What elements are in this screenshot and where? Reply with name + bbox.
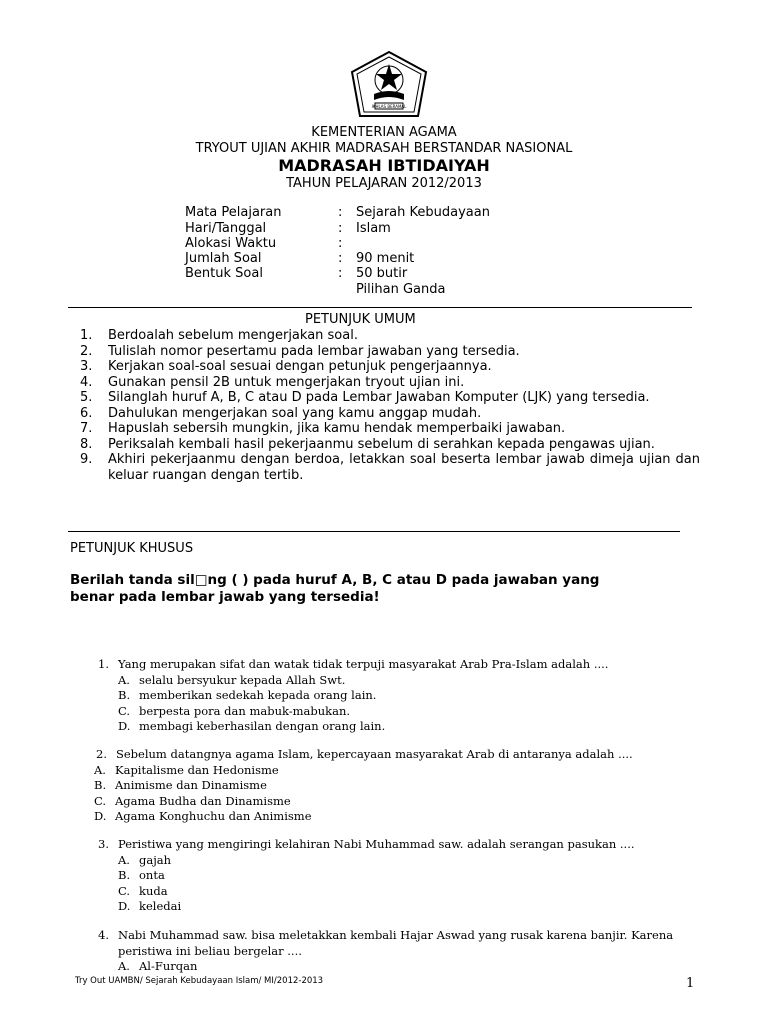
info-label: Jumlah Soal [185, 251, 262, 266]
kemenag-logo [348, 50, 430, 120]
list-item: 7. Hapuslah sebersih mungkin, jika kamu hendak memperbaiki jawaban. [80, 421, 566, 436]
info-sep: : [338, 236, 343, 251]
list-item: 8. Periksalah kembali hasil pekerjaanmu sebelum di serahkan kepada pengawas ujian. [80, 436, 655, 452]
question-text: Nabi Muhammad saw. bisa meletakkan kembali Hajar Aswad yang rusak karena banjir. Karena [118, 928, 674, 942]
question-number: 3. [98, 837, 109, 851]
info-label: Bentuk Soal [185, 266, 263, 281]
list-item: 9. Akhiri pekerjaanmu dengan berdoa, letakkan soal beserta lembar jawab dimeja ujian dan keluar ruangan dengan tertib. [80, 452, 700, 483]
option: C. kuda [118, 883, 168, 898]
info-value: Sejarah Kebudayaan [356, 205, 490, 220]
question-number: 4. [98, 928, 109, 942]
option: C. berpesta pora dan mabuk-mabukan. [118, 703, 351, 718]
svg-text:IKHLAS BERAMAL: IKHLAS BERAMAL [371, 104, 407, 109]
instruction-line-1: Berilah tanda sil□ng ( ) pada huruf A, B, C atau D pada jawaban yang [70, 572, 600, 588]
question-text: Peristiwa yang mengiringi kelahiran Nabi Muhammad saw. adalah serangan pasukan .... [118, 837, 635, 851]
list-item: 6. Dahulukan mengerjakan soal yang kamu anggap mudah. [80, 405, 482, 421]
list-item: 4. Gunakan pensil 2B untuk mengerjakan tryout ujian ini. [80, 374, 465, 390]
option: D. keledai [118, 899, 182, 913]
option: A. selalu bersyukur kepada Allah Swt. [118, 672, 346, 687]
info-sep: : [338, 221, 343, 236]
option: D. membagi keberhasilan dengan orang lain. [118, 719, 386, 733]
question-text-continued: peristiwa ini beliau bergelar .... [118, 943, 302, 958]
header-ministry: KEMENTERIAN AGAMA [311, 125, 457, 140]
question-text: Yang merupakan sifat dan watak tidak terpuji masyarakat Arab Pra-Islam adalah .... [118, 657, 609, 671]
info-value: 50 butir [356, 266, 408, 281]
petunjuk-khusus-title: PETUNJUK KHUSUS [70, 541, 194, 556]
instruction-line-2: benar pada lembar jawab yang tersedia! [70, 589, 380, 605]
list-item: 3. Kerjakan soal-soal sesuai dengan petunjuk pengerjaannya. [80, 359, 492, 374]
info-sep: : [338, 205, 343, 220]
option: D. Agama Konghuchu dan Animisme [94, 809, 312, 823]
info-label: Hari/Tanggal [185, 221, 267, 236]
info-value: Islam [356, 221, 391, 236]
question-4 [98, 928, 673, 975]
petunjuk-umum-title: PETUNJUK UMUM [305, 312, 416, 327]
question-text: Sebelum datangnya agama Islam, kepercayaan masyarakat Arab di antaranya adalah .... [116, 747, 633, 761]
petunjuk-umum-list [80, 328, 700, 483]
option: A. Kapitalisme dan Hedonisme [94, 762, 279, 777]
list-item: 5. Silanglah huruf A, B, C atau D pada Lembar Jawaban Komputer (LJK) yang tersedia. [80, 390, 650, 405]
header-madrasah: MADRASAH IBTIDAIYAH [278, 156, 490, 175]
divider [68, 531, 680, 532]
option: B. memberikan sedekah kepada orang lain. [118, 688, 377, 702]
option: C. Agama Budha dan Dinamisme [94, 793, 291, 808]
info-sep: : [338, 266, 343, 281]
page-number: 1 [686, 976, 695, 991]
list-item: 1. Berdoalah sebelum mengerjakan soal. [80, 328, 358, 343]
question-2 [96, 747, 633, 825]
header-tryout: TRYOUT UJIAN AKHIR MADRASAH BERSTANDAR NASIONAL [195, 141, 573, 156]
option: A. gajah [118, 852, 172, 867]
question-1 [98, 657, 608, 735]
question-3 [98, 837, 635, 915]
info-value: Pilihan Ganda [356, 282, 446, 297]
info-value: 90 menit [356, 251, 415, 266]
question-number: 2. [96, 747, 107, 761]
option: A. Al-Furqan [118, 959, 198, 973]
footer-text: Try Out UAMBN/ Sejarah Kebudayaan Islam/ MI/2012-2013 [75, 976, 324, 986]
list-item: 2. Tulislah nomor pesertamu pada lembar jawaban yang tersedia. [80, 343, 520, 359]
info-label: Mata Pelajaran [185, 205, 282, 220]
divider [68, 307, 692, 308]
option: B. onta [118, 868, 165, 882]
info-label: Alokasi Waktu [185, 236, 277, 251]
option: B. Animisme dan Dinamisme [94, 778, 267, 792]
info-sep: : [338, 251, 343, 266]
question-number: 1. [98, 657, 109, 671]
header-year: TAHUN PELAJARAN 2012/2013 [286, 176, 482, 191]
